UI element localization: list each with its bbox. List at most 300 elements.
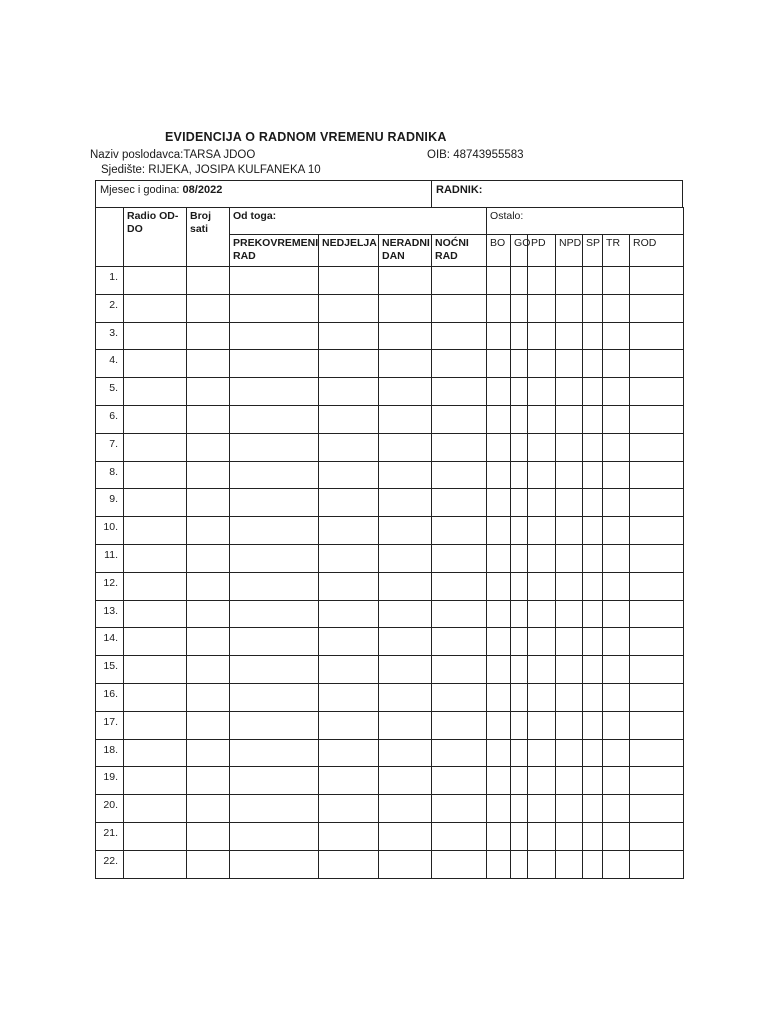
table-cell[interactable]	[583, 433, 603, 461]
table-cell[interactable]	[528, 850, 556, 878]
table-cell[interactable]	[630, 600, 684, 628]
table-cell[interactable]	[556, 656, 583, 684]
table-cell[interactable]	[319, 267, 379, 295]
table-cell[interactable]	[187, 739, 230, 767]
table-cell[interactable]	[487, 461, 511, 489]
table-cell[interactable]	[379, 461, 432, 489]
table-cell[interactable]	[187, 378, 230, 406]
table-cell[interactable]	[379, 572, 432, 600]
table-cell[interactable]	[187, 767, 230, 795]
month-field[interactable]	[96, 181, 432, 207]
table-cell[interactable]	[379, 795, 432, 823]
table-cell[interactable]	[511, 656, 528, 684]
table-cell[interactable]	[230, 656, 319, 684]
table-cell[interactable]	[583, 322, 603, 350]
table-cell[interactable]	[124, 795, 187, 823]
table-cell[interactable]	[379, 405, 432, 433]
table-cell[interactable]	[487, 822, 511, 850]
table-cell[interactable]	[319, 711, 379, 739]
table-cell[interactable]	[432, 461, 487, 489]
table-cell[interactable]	[124, 350, 187, 378]
table-cell[interactable]	[603, 822, 630, 850]
table-cell[interactable]	[187, 489, 230, 517]
table-cell[interactable]	[583, 683, 603, 711]
table-cell[interactable]	[379, 322, 432, 350]
table-cell[interactable]	[511, 711, 528, 739]
table-cell[interactable]	[230, 711, 319, 739]
table-cell[interactable]	[583, 267, 603, 295]
table-cell[interactable]	[603, 378, 630, 406]
table-cell[interactable]	[511, 600, 528, 628]
table-cell[interactable]	[379, 739, 432, 767]
table-cell[interactable]	[630, 572, 684, 600]
table-cell[interactable]	[187, 572, 230, 600]
table-cell[interactable]	[556, 683, 583, 711]
table-cell[interactable]	[379, 628, 432, 656]
table-cell[interactable]	[603, 767, 630, 795]
table-cell[interactable]	[630, 517, 684, 545]
table-cell[interactable]	[124, 822, 187, 850]
table-cell[interactable]	[487, 517, 511, 545]
table-cell[interactable]	[583, 767, 603, 795]
table-cell[interactable]	[230, 378, 319, 406]
table-cell[interactable]	[124, 433, 187, 461]
table-cell[interactable]	[379, 656, 432, 684]
table-cell[interactable]	[630, 683, 684, 711]
table-cell[interactable]	[487, 739, 511, 767]
table-cell[interactable]	[432, 767, 487, 795]
table-cell[interactable]	[319, 628, 379, 656]
table-cell[interactable]	[511, 517, 528, 545]
table-cell[interactable]	[187, 405, 230, 433]
table-cell[interactable]	[487, 322, 511, 350]
table-cell[interactable]	[528, 294, 556, 322]
table-cell[interactable]	[630, 433, 684, 461]
table-cell[interactable]	[319, 378, 379, 406]
table-cell[interactable]	[630, 294, 684, 322]
table-row	[96, 378, 684, 406]
table-cell[interactable]	[230, 822, 319, 850]
table-cell[interactable]	[603, 850, 630, 878]
table-cell[interactable]	[379, 350, 432, 378]
table-cell[interactable]	[432, 350, 487, 378]
table-cell[interactable]	[556, 767, 583, 795]
table-cell[interactable]	[556, 433, 583, 461]
table-cell[interactable]	[432, 322, 487, 350]
table-cell[interactable]	[432, 294, 487, 322]
table-cell[interactable]	[630, 544, 684, 572]
table-cell[interactable]	[432, 572, 487, 600]
table-cell[interactable]	[583, 822, 603, 850]
table-cell[interactable]	[630, 628, 684, 656]
table-cell[interactable]	[630, 739, 684, 767]
table-cell[interactable]	[124, 600, 187, 628]
table-cell[interactable]	[487, 405, 511, 433]
table-cell[interactable]	[603, 544, 630, 572]
table-cell[interactable]	[583, 517, 603, 545]
table-cell[interactable]	[528, 822, 556, 850]
table-cell[interactable]	[124, 322, 187, 350]
table-cell[interactable]	[511, 378, 528, 406]
table-cell[interactable]	[230, 600, 319, 628]
table-cell[interactable]	[319, 489, 379, 517]
table-cell[interactable]	[319, 461, 379, 489]
table-cell[interactable]	[603, 656, 630, 684]
table-row	[96, 322, 684, 350]
table-cell[interactable]	[379, 767, 432, 795]
table-cell[interactable]	[432, 378, 487, 406]
table-cell[interactable]	[528, 350, 556, 378]
table-cell[interactable]	[319, 433, 379, 461]
table-cell[interactable]	[124, 267, 187, 295]
table-cell[interactable]	[511, 461, 528, 489]
table-cell[interactable]	[187, 822, 230, 850]
table-cell[interactable]	[230, 767, 319, 795]
table-cell[interactable]	[528, 433, 556, 461]
table-cell[interactable]	[187, 294, 230, 322]
table-cell[interactable]	[487, 795, 511, 823]
table-cell[interactable]	[487, 850, 511, 878]
table-cell[interactable]	[379, 378, 432, 406]
table-cell[interactable]	[187, 850, 230, 878]
table-cell[interactable]	[556, 489, 583, 517]
table-cell[interactable]	[230, 433, 319, 461]
table-cell[interactable]	[528, 739, 556, 767]
table-cell[interactable]	[379, 267, 432, 295]
row-number: 15.	[96, 656, 124, 684]
table-cell[interactable]	[230, 322, 319, 350]
table-cell[interactable]	[487, 489, 511, 517]
table-cell[interactable]	[556, 350, 583, 378]
table-cell[interactable]	[187, 461, 230, 489]
table-cell[interactable]	[603, 405, 630, 433]
table-cell[interactable]	[124, 656, 187, 684]
table-cell[interactable]	[319, 294, 379, 322]
table-cell[interactable]	[319, 322, 379, 350]
table-cell[interactable]	[124, 711, 187, 739]
table-cell[interactable]	[487, 628, 511, 656]
table-cell[interactable]	[124, 628, 187, 656]
table-cell[interactable]	[432, 739, 487, 767]
table-cell[interactable]	[556, 322, 583, 350]
table-cell[interactable]	[487, 294, 511, 322]
table-cell[interactable]	[511, 267, 528, 295]
table-cell[interactable]	[379, 433, 432, 461]
table-cell[interactable]	[556, 405, 583, 433]
table-cell[interactable]	[511, 822, 528, 850]
table-cell[interactable]	[319, 350, 379, 378]
table-cell[interactable]	[379, 294, 432, 322]
table-cell[interactable]	[603, 517, 630, 545]
table-cell[interactable]	[487, 683, 511, 711]
table-cell[interactable]	[603, 461, 630, 489]
table-cell[interactable]	[432, 850, 487, 878]
table-cell[interactable]	[187, 433, 230, 461]
table-cell[interactable]	[432, 405, 487, 433]
table-cell[interactable]	[187, 267, 230, 295]
table-cell[interactable]	[556, 294, 583, 322]
table-cell[interactable]	[511, 489, 528, 517]
table-cell[interactable]	[187, 628, 230, 656]
table-cell[interactable]	[432, 683, 487, 711]
table-cell[interactable]	[630, 767, 684, 795]
table-cell[interactable]	[511, 405, 528, 433]
table-cell[interactable]	[603, 267, 630, 295]
table-cell[interactable]	[583, 656, 603, 684]
table-cell[interactable]	[124, 489, 187, 517]
row-number: 16.	[96, 683, 124, 711]
table-cell[interactable]	[603, 350, 630, 378]
table-cell[interactable]	[556, 572, 583, 600]
table-cell[interactable]	[630, 822, 684, 850]
table-cell[interactable]	[230, 350, 319, 378]
table-cell[interactable]	[379, 711, 432, 739]
table-cell[interactable]	[319, 405, 379, 433]
table-cell[interactable]	[319, 600, 379, 628]
table-cell[interactable]	[583, 795, 603, 823]
table-cell[interactable]	[583, 600, 603, 628]
table-cell[interactable]	[487, 767, 511, 795]
table-cell[interactable]	[187, 517, 230, 545]
table-cell[interactable]	[630, 322, 684, 350]
table-cell[interactable]	[630, 350, 684, 378]
table-cell[interactable]	[511, 350, 528, 378]
table-cell[interactable]	[187, 600, 230, 628]
table-cell[interactable]	[230, 683, 319, 711]
table-cell[interactable]	[511, 544, 528, 572]
table-cell[interactable]	[583, 489, 603, 517]
table-cell[interactable]	[603, 683, 630, 711]
table-cell[interactable]	[556, 795, 583, 823]
table-cell[interactable]	[528, 489, 556, 517]
table-cell[interactable]	[124, 767, 187, 795]
table-cell[interactable]	[230, 461, 319, 489]
table-cell[interactable]	[379, 600, 432, 628]
table-cell[interactable]	[511, 322, 528, 350]
table-cell[interactable]	[124, 461, 187, 489]
table-row	[96, 656, 684, 684]
table-cell[interactable]	[230, 795, 319, 823]
table-cell[interactable]	[603, 433, 630, 461]
table-cell[interactable]	[487, 433, 511, 461]
table-cell[interactable]	[583, 405, 603, 433]
table-cell[interactable]	[124, 683, 187, 711]
table-cell[interactable]	[487, 656, 511, 684]
table-cell[interactable]	[528, 461, 556, 489]
table-cell[interactable]	[187, 683, 230, 711]
table-cell[interactable]	[230, 850, 319, 878]
table-cell[interactable]	[124, 517, 187, 545]
table-cell[interactable]	[124, 378, 187, 406]
table-cell[interactable]	[124, 572, 187, 600]
table-cell[interactable]	[630, 378, 684, 406]
col-npd: NPD	[556, 235, 583, 267]
table-cell[interactable]	[432, 711, 487, 739]
table-cell[interactable]	[556, 267, 583, 295]
table-cell[interactable]	[511, 683, 528, 711]
table-cell[interactable]	[630, 711, 684, 739]
table-cell[interactable]	[528, 795, 556, 823]
table-cell[interactable]	[556, 378, 583, 406]
table-cell[interactable]	[432, 628, 487, 656]
table-row	[96, 405, 684, 433]
table-cell[interactable]	[379, 489, 432, 517]
table-cell[interactable]	[528, 517, 556, 545]
table-row	[96, 600, 684, 628]
table-cell[interactable]	[556, 461, 583, 489]
table-cell[interactable]	[487, 350, 511, 378]
table-cell[interactable]	[319, 739, 379, 767]
table-cell[interactable]	[511, 433, 528, 461]
table-cell[interactable]	[187, 544, 230, 572]
table-cell[interactable]	[124, 544, 187, 572]
table-cell[interactable]	[432, 489, 487, 517]
table-cell[interactable]	[630, 405, 684, 433]
table-cell[interactable]	[528, 656, 556, 684]
worker-field[interactable]	[432, 181, 682, 207]
table-cell[interactable]	[603, 628, 630, 656]
table-cell[interactable]	[187, 322, 230, 350]
table-cell[interactable]	[511, 767, 528, 795]
row-number: 8.	[96, 461, 124, 489]
table-cell[interactable]	[603, 795, 630, 823]
table-cell[interactable]	[432, 600, 487, 628]
table-cell[interactable]	[528, 600, 556, 628]
table-cell[interactable]	[319, 517, 379, 545]
table-cell[interactable]	[528, 572, 556, 600]
table-cell[interactable]	[528, 711, 556, 739]
table-cell[interactable]	[528, 683, 556, 711]
table-cell[interactable]	[487, 267, 511, 295]
table-cell[interactable]	[583, 711, 603, 739]
table-cell[interactable]	[187, 795, 230, 823]
table-cell[interactable]	[528, 544, 556, 572]
table-cell[interactable]	[187, 711, 230, 739]
table-cell[interactable]	[556, 739, 583, 767]
table-cell[interactable]	[230, 267, 319, 295]
table-cell[interactable]	[603, 600, 630, 628]
table-cell[interactable]	[379, 850, 432, 878]
table-cell[interactable]	[528, 378, 556, 406]
table-cell[interactable]	[556, 600, 583, 628]
table-cell[interactable]	[379, 683, 432, 711]
table-cell[interactable]	[124, 405, 187, 433]
table-cell[interactable]	[603, 711, 630, 739]
table-cell[interactable]	[556, 850, 583, 878]
table-cell[interactable]	[528, 405, 556, 433]
table-cell[interactable]	[583, 294, 603, 322]
table-cell[interactable]	[230, 739, 319, 767]
table-cell[interactable]	[583, 739, 603, 767]
table-cell[interactable]	[124, 850, 187, 878]
table-cell[interactable]	[432, 517, 487, 545]
table-cell[interactable]	[432, 433, 487, 461]
row-number: 1.	[96, 267, 124, 295]
table-cell[interactable]	[583, 461, 603, 489]
table-cell[interactable]	[379, 517, 432, 545]
table-cell[interactable]	[187, 656, 230, 684]
table-cell[interactable]	[379, 822, 432, 850]
table-cell[interactable]	[319, 544, 379, 572]
table-cell[interactable]	[124, 294, 187, 322]
table-cell[interactable]	[230, 294, 319, 322]
table-cell[interactable]	[556, 517, 583, 545]
table-cell[interactable]	[583, 628, 603, 656]
table-cell[interactable]	[556, 544, 583, 572]
table-cell[interactable]	[230, 628, 319, 656]
table-cell[interactable]	[556, 628, 583, 656]
table-cell[interactable]	[230, 544, 319, 572]
table-cell[interactable]	[432, 656, 487, 684]
table-cell[interactable]	[379, 544, 432, 572]
row-number: 19.	[96, 767, 124, 795]
table-cell[interactable]	[511, 739, 528, 767]
table-cell[interactable]	[432, 544, 487, 572]
table-cell[interactable]	[603, 739, 630, 767]
table-cell[interactable]	[583, 850, 603, 878]
table-cell[interactable]	[319, 572, 379, 600]
table-cell[interactable]	[583, 378, 603, 406]
table-cell[interactable]	[319, 767, 379, 795]
table-cell[interactable]	[528, 322, 556, 350]
table-cell[interactable]	[487, 600, 511, 628]
table-cell[interactable]	[511, 628, 528, 656]
table-cell[interactable]	[630, 489, 684, 517]
table-cell[interactable]	[511, 850, 528, 878]
table-cell[interactable]	[319, 656, 379, 684]
table-cell[interactable]	[630, 656, 684, 684]
table-cell[interactable]	[487, 572, 511, 600]
table-cell[interactable]	[487, 544, 511, 572]
table-cell[interactable]	[630, 850, 684, 878]
table-cell[interactable]	[187, 350, 230, 378]
table-cell[interactable]	[432, 267, 487, 295]
table-cell[interactable]	[230, 517, 319, 545]
table-cell[interactable]	[603, 294, 630, 322]
table-cell[interactable]	[603, 489, 630, 517]
table-cell[interactable]	[230, 405, 319, 433]
table-cell[interactable]	[583, 572, 603, 600]
table-cell[interactable]	[583, 544, 603, 572]
table-cell[interactable]	[487, 711, 511, 739]
table-cell[interactable]	[583, 350, 603, 378]
table-cell[interactable]	[528, 628, 556, 656]
table-cell[interactable]	[511, 795, 528, 823]
table-cell[interactable]	[319, 822, 379, 850]
table-cell[interactable]	[528, 267, 556, 295]
table-row	[96, 683, 684, 711]
table-cell[interactable]	[432, 795, 487, 823]
table-cell[interactable]	[230, 489, 319, 517]
table-cell[interactable]	[230, 572, 319, 600]
table-cell[interactable]	[556, 822, 583, 850]
table-cell[interactable]	[319, 795, 379, 823]
table-cell[interactable]	[528, 767, 556, 795]
table-cell[interactable]	[630, 461, 684, 489]
table-cell[interactable]	[630, 795, 684, 823]
table-cell[interactable]	[432, 822, 487, 850]
table-cell[interactable]	[603, 572, 630, 600]
table-cell[interactable]	[319, 850, 379, 878]
table-cell[interactable]	[487, 378, 511, 406]
table-cell[interactable]	[630, 267, 684, 295]
table-cell[interactable]	[511, 572, 528, 600]
table-cell[interactable]	[603, 322, 630, 350]
table-cell[interactable]	[556, 711, 583, 739]
table-cell[interactable]	[511, 294, 528, 322]
table-cell[interactable]	[319, 683, 379, 711]
table-cell[interactable]	[124, 739, 187, 767]
